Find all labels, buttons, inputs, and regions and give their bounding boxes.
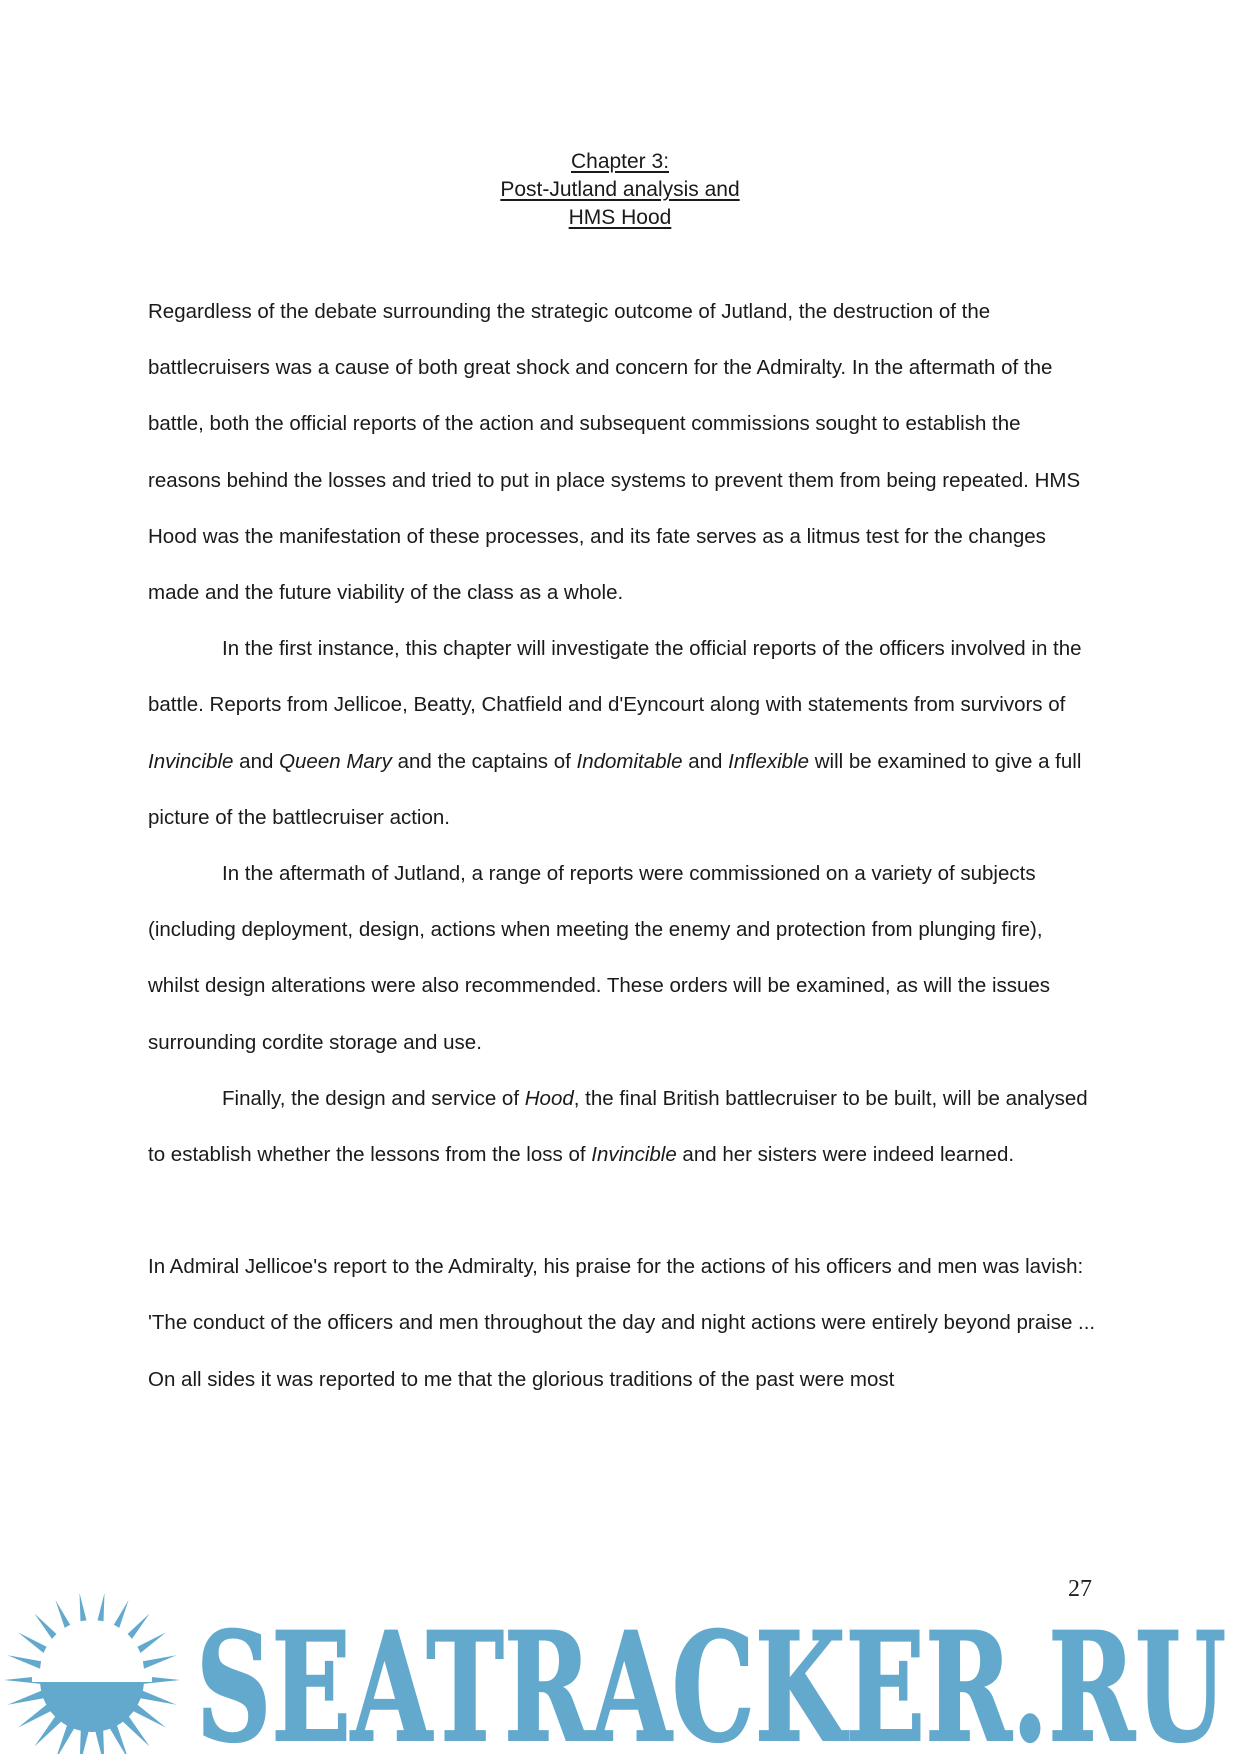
ship-name: Hood [524,1086,574,1110]
chapter-heading [0,148,1240,232]
chapter-title-line-2: HMS Hood [568,206,672,229]
text-run: and her sisters were indeed learned. [676,1143,1015,1167]
paragraph-commissions: In the aftermath of Jutland, a range of reports were commissioned on a variety of subjects (including deployment, design, actions when meeting the enemy and protection from plunging fire), whilst design alterations were also recommended. These orders will be examined, as will the issues surrounding cordite storage and use. [148,862,1051,1054]
text-run: will be examined to give a full picture of the battlecruiser action. [148,749,1082,829]
ship-name: Invincible [148,749,234,773]
watermark-text: SEATRACKER.RU [196,1600,1226,1754]
paragraph-intro: Regardless of the debate surrounding the strategic outcome of Jutland, the destruction of the battlecruisers was a cause of both great shock and concern for the Admiralty. In the aftermath of the battle, both the official reports of the action and subsequent commissions sought to establish the reasons behind the losses and tried to put in place systems to prevent them from being repeated. HMS Hood was the manifestation of these processes, and its fate serves as a litmus test for the changes made and the future viability of the class as a whole. [148,300,1081,605]
text-run: Finally, the design and service of [222,1086,525,1110]
ship-name: Inflexible [728,749,810,773]
watermark-logo [0,1570,1240,1754]
ship-name: Queen Mary [279,749,392,773]
text-run: In the first instance, this chapter will investigate the official reports of the officers involved in the battle. Reports from Jellicoe, Beatty, Chatfield and d'Eyncourt along with statements from survivors of [148,637,1082,717]
chapter-title-line-1: Post-Jutland analysis and [500,178,740,201]
paragraph-hood [148,1071,1098,1183]
chapter-number: Chapter 3: [570,150,670,173]
ship-name: Indomitable [576,749,683,773]
text-run: and [682,749,729,773]
paragraph-jellicoe: In Admiral Jellicoe's report to the Admiralty, his praise for the actions of his officers and men was lavish: 'The conduct of the officers and men throughout the day and night actions were entirely beyond praise ... On all sides it was reported to me that the glorious traditions of the past were most [148,1255,1096,1391]
ship-name: Invincible [591,1143,677,1167]
body-text [148,284,1098,1408]
text-run: and the captains of [391,749,577,773]
text-run: and [233,749,280,773]
paragraph-reports [148,621,1098,846]
page-number: 27 [1068,1576,1092,1602]
sun-icon [4,1593,180,1754]
text-run: , the final British battlecruiser to be built, will be analysed to establish whether the lessons from the loss of [148,1086,1088,1167]
